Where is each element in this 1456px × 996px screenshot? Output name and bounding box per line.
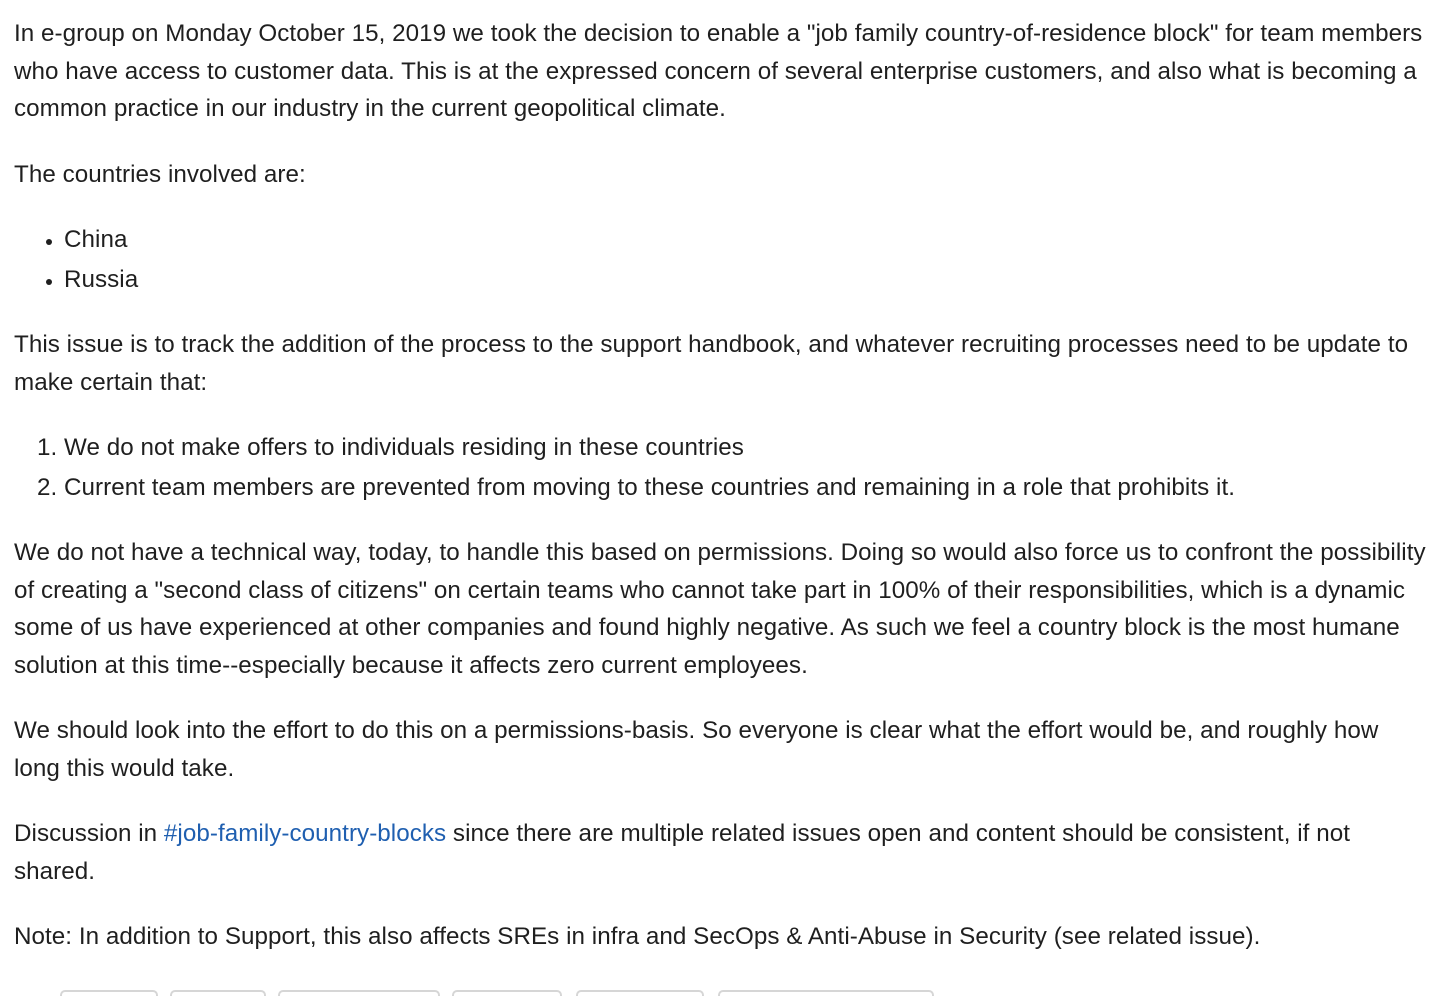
label-chip[interactable] [60,990,158,996]
requirements-list [14,429,1430,506]
tracking-paragraph: This issue is to track the addition of the process to the support handbook, and whatever recruiting processes need to be update to make certain that: [14,331,1409,396]
permissions-paragraph: We do not have a technical way, today, to handle this based on permissions. Doing so would also force us to confront the possibility of creating a "second class of citizens" on certain teams who cannot take part in 100% of their responsibilities, which is a dynamic some of us have experienced at other companies and found highly negative. As such we feel a country block is the most humane solution at this time--especially because it affects zero current employees. [14,539,1426,679]
label-chip[interactable] [576,990,704,996]
countries-list [14,221,1430,298]
label-chip[interactable] [452,990,562,996]
list-item: 2. Current team members are prevented from moving to these countries and remaining in a role that prohibits it. [64,469,1430,507]
discussion-suffix: since there are multiple related issues open and content should be consistent, if not shared. [14,820,1350,885]
discussion-prefix: Discussion in [14,820,164,847]
issue-description [14,15,1430,984]
list-item: • China [64,221,1430,259]
label-chip[interactable] [718,990,934,996]
label-chip[interactable] [170,990,266,996]
labels-row [0,990,1456,996]
list-item: 1. We do not make offers to individuals residing in these countries [64,429,1430,467]
label-chip[interactable] [278,990,440,996]
slack-channel-link[interactable]: #job-family-country-blocks [163,820,447,847]
effort-paragraph: We should look into the effort to do this on a permissions-basis. So everyone is clear what the effort would be, and roughly how long this would take. [14,717,1379,782]
list-item: • Russia [64,261,1430,299]
discussion-paragraph [14,815,1430,890]
countries-intro: The countries involved are: [14,160,306,188]
note-paragraph: Note: In addition to Support, this also affects SREs in infra and SecOps & Anti-Abuse in Security (see related issue). [14,923,1261,950]
intro-paragraph: In e-group on Monday October 15, 2019 we took the decision to enable a "job family country-of-residence block" for team members who have access to customer data. This is at the expressed concern of several enterprise customers, and also what is becoming a common practice in our industry in the current geopolitical climate. [14,20,1423,122]
